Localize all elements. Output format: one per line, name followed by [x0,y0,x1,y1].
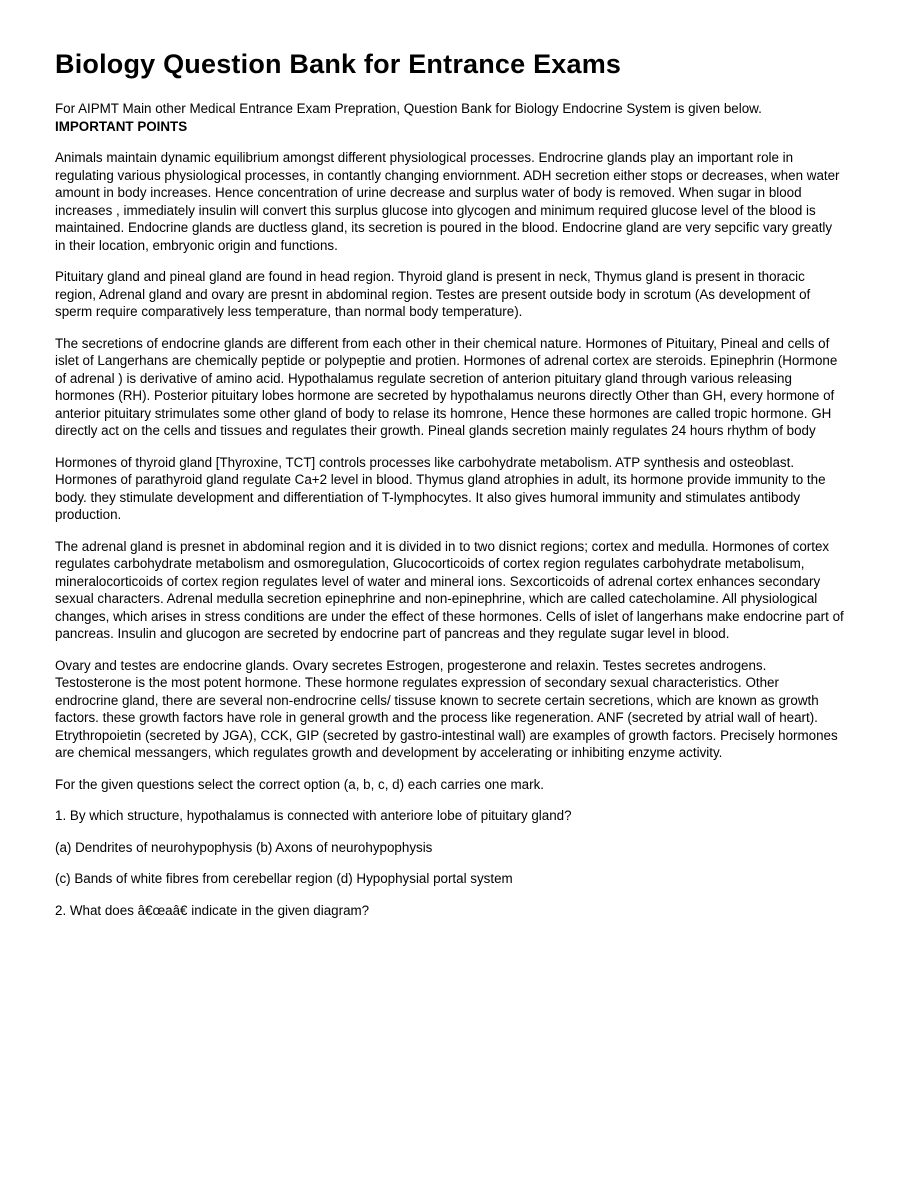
question-1-options-ab-line: (a) Dendrites of neurohypophysis (b) Axons of neurohypophysis [55,839,433,855]
body-paragraph-thyroid-parathyroid: Hormones of thyroid gland [Thyroxine, TCT] controls processes like carbohydrate metabolism. ATP synthesis and osteoblast. Hormones of parathyroid gland regulate Ca+2 level in blood. Thymus gland atrophies in adult, its hormone provide immunity to the body. they stimulate development and differentiation of T-lymphocytes. It also gives humoral immunity and stimulates antibody production. [55,454,826,522]
body-paragraph-secretion-chemistry: The secretions of endocrine glands are different from each other in their chemical nature. Hormones of Pituitary, Pineal and cells of islet of Langerhans are chemically peptide or polypeptie and protien. Hormones of adrenal cortex are steroids. Epinephrin (Hormone of adrenal ) is derivative of amino acid. Hypothalamus regulate secretion of anterion pituitary gland through various releasing hormones (RH). Posterior pituitary lobes hormone are secreted by hypothalamus neurons directly Other than GH, every hormone of anterior pituitary strimulates some other gland of body to relase its homrone, Hence these hormones are called tropic hormone. GH directly act on the cells and tissues and regulates their growth. Pineal glands secretion mainly regulates 24 hours rhythm of body [55,335,838,438]
body-paragraph-endocrine-overview: Animals maintain dynamic equilibrium amongst different physiological processes. Endrocrine glands play an important role in regulating various physiological processes, in contantly changing enviornment. ADH secretion either stops or decreases, when water amount in body increases. Hence concentration of urine decrease and surplus water of body is removed. When sugar in blood increases , immediately insulin will convert this surplus glucose into glycogen and minimum required glucose level of the blood is maintained. Endocrine glands are ductless gland, its secretion is poured in the blood. Endocrine gland are very sepcific vary greatly in their location, embryonic origin and functions. [55,150,840,253]
body-paragraph-gland-locations: Pituitary gland and pineal gland are found in head region. Thyroid gland is present in neck, Thymus gland is present in thoracic region, Adrenal gland and ovary are presnt in abdominal region. Testes are present outside body in scrotum (As development of sperm require comparatively less temperature, than normal body temperature). [55,269,811,319]
body-paragraph-gonads-growth-factors: Ovary and testes are endocrine glands. Ovary secretes Estrogen, progesterone and relaxin. Testes secretes androgens. Testosterone is the most potent hormone. These hormone regulates expression of secondary sexual characteristics. Other endrocrine gland, there are several non-endrocrine cells/ tissuse known to secrete certain secretions, which are known as growth factors. these growth factors have role in general growth and the process like regeneration. ANF (secreted by atrial wall of heart). Etrythropoietin (secreted by JGA), CCK, GIP (secreted by gastro-intestinal wall) are examples of growth factors. Precisely hormones are chemical messangers, which regulates growth and development by accelerating or inhibiting enzyme activity. [55,657,838,760]
intro-paragraph [55,100,845,135]
question-1-options-cd-line: (c) Bands of white fibres from cerebellar region (d) Hypophysial portal system [55,871,513,886]
intro-text: For AIPMT Main other Medical Entrance Exam Prepration, Question Bank for Biology Endocrine System is given below. [55,101,762,116]
body-paragraph-adrenal-pancreas: The adrenal gland is presnet in abdominal region and it is divided in to two disnict regions; cortex and medulla. Hormones of cortex regulates carbohydrate metabolism and osmoregulation, Glucocorticoids of cortex region regulates carbohydrate metabolisum, mineralocorticoids of cortex region regulates level of water and mineral ions. Sexcorticoids of adrenal cortex enhances secondary sexual characters. Adrenal medulla secretion epinephrine and non-epinephrine, which are called catecholamine. All physiological changes, which arises in stress conditions are under the effect of these hormones. Cells of islet of langerhans make endocrine part of pancreas. Insulin and glucogon are secreted by endocrine part of pancreas and they regulate sugar level in blood. [55,538,844,641]
important-points-heading: IMPORTANT POINTS [55,118,188,134]
questions-instruction-line: For the given questions select the correct option (a, b, c, d) each carries one mark. [55,776,544,792]
question-1-line: 1. By which structure, hypothalamus is connected with anteriore lobe of pituitary gland? [55,808,572,823]
page-title: Biology Question Bank for Entrance Exams [55,49,622,79]
question-2-line: 2. What does â€œaâ€ indicate in the given diagram? [55,902,370,918]
